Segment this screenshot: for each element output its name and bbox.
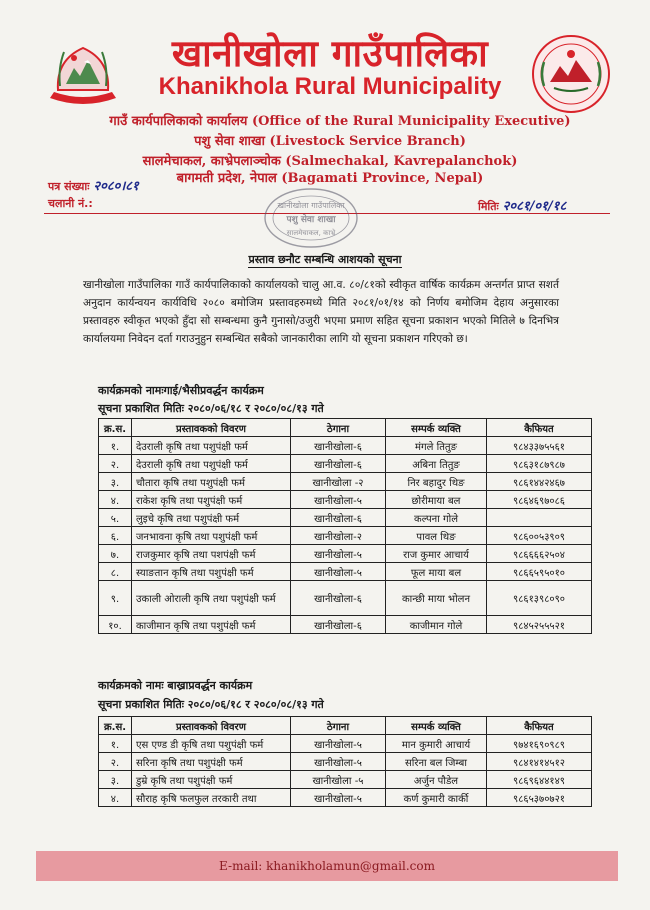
- footer-email: E-mail: khanikholamun@gmail.com: [219, 859, 435, 873]
- table-row: ४. राकेश कृषि तथा पशुपंक्षी फर्म खानीखोला-५ छोरीमाया बल ९८६४६९७०८६: [99, 491, 592, 509]
- reference-number-value: २०८०।८१: [93, 179, 139, 194]
- footer-email-bar: [36, 851, 618, 881]
- municipality-logo-icon: [530, 32, 612, 116]
- table-row: १. देउराली कृषि तथा पशुपंक्षी फर्म खानीखोला-६ मंगले तितुङ ९८४३३७५५६१: [99, 437, 592, 455]
- table-row: ७. राजकुमार कृषि तथा पशपंक्षी फर्म खानीखोला-५ राज कुमार आचार्य ९८६६६६२५०४: [99, 545, 592, 563]
- office-seal-stamp: [262, 186, 360, 250]
- table-row: ५. लुइचे कृषि तथा पशुपंक्षी फर्म खानीखोला-६ कल्पना गोले: [99, 509, 592, 527]
- notice-body: खानीखोला गाउँपालिका गाउँ कार्यपालिकाको कार्यालयको चालु आ.व. ८०/८१को स्वीकृत वार्षिक कार्यक्रम अन्तर्गत प्राप्त सशर्त अनुदान कार्यन्वयन कार्यविधि २०८० बमोजिम प्रस्तावहरुमध्ये मिति २०८१/०१/१४ को निर्णय बमोजिम देहाय अनुसारका प्रस्तावहरु स्वीकृत भएको हुँदा सो सम्बन्धमा कुनै गुनासो/उजुरी भएमा प्रमाण सहित सूचना प्रकाशन भएको मितिले ७ दिनभित्र कार्यालयमा निवेदन दर्ता गराउनुहुन सम्बन्धित सबैको जानकारीका लागि यो सूचना प्रकाशन गरिएको छ।: [83, 279, 559, 345]
- header-contact: सम्पर्क व्यक्ति: [386, 717, 487, 735]
- dispatch-number-label: चलानी नं.:: [48, 197, 93, 210]
- branch-name: पशु सेवा शाखा (Livestock Service Branch): [194, 134, 466, 149]
- seal-line-1: खानीखोला गाउँपालिका: [277, 201, 345, 210]
- table-row: २. सरिना कृषि तथा पशुपंक्षी फर्म खानीखोला-५ सरिना बल जिम्बा ९८४१४१४५१२: [99, 753, 592, 771]
- program-1-table: [98, 418, 592, 634]
- header-proposer: प्रस्तावकको विवरण: [132, 717, 291, 735]
- header-sn: क्र.स.: [99, 419, 132, 437]
- municipality-name-english: Khanikhola Rural Municipality: [158, 73, 502, 100]
- nepal-emblem-icon: [44, 40, 122, 110]
- program-1-date: सूचना प्रकाशित मितिः २०८०/०६/१८ र २०८०/०८/१३ गते: [98, 402, 324, 415]
- header-remarks: कैफियत: [487, 419, 592, 437]
- header-proposer: प्रस्तावकको विवरण: [132, 419, 291, 437]
- table-row: ३. चौतारा कृषि तथा पशुपंक्षी फर्म खानीखोला -२ निर बहादुर थिङ ९८६१४४२४६७: [99, 473, 592, 491]
- program-1-title: कार्यक्रमको नामःगाई/भैसीप्रवर्द्धन कार्यक्रम: [98, 384, 264, 397]
- notice-title: प्रस्ताव छनौट सम्बन्धि आशयको सूचना: [248, 253, 402, 266]
- table-row: २. देउराली कृषि तथा पशुपंक्षी फर्म खानीखोला-६ अबिना तितुङ ९८६३१८७९८७: [99, 455, 592, 473]
- letter-date-label: मितिः: [478, 200, 499, 213]
- table-row: ६. जनभावना कृषि तथा पशुपंक्षी फर्म खानीखोला-२ पावल थिङ ९८६००५३९०९: [99, 527, 592, 545]
- table-row: १. एस एण्ड डी कृषि तथा पशुपंक्षी फर्म खानीखोला-५ मान कुमारी आचार्य ९७४१६९०९८९: [99, 735, 592, 753]
- address-line-1: सालमेचाकल, काभ्रेपलाञ्चोक (Salmechakal, Kavrepalanchok): [142, 154, 518, 169]
- address-line-2: बागमती प्रदेश, नेपाल (Bagamati Province, Nepal): [176, 171, 484, 186]
- header-sn: क्र.स.: [99, 717, 132, 735]
- reference-number-label: पत्र संख्याः: [48, 180, 90, 193]
- reference-number: [48, 176, 139, 194]
- dispatch-number: [48, 196, 93, 211]
- table-header-row: [99, 717, 592, 735]
- seal-line-2: पशु सेवा शाखा: [286, 215, 336, 225]
- program-2-title: कार्यक्रमको नामः बाख्राप्रवर्द्धन कार्यक्रम: [98, 679, 253, 692]
- table-row: ९. उकाली ओराली कृषि तथा पशुपंक्षी फर्म खानीखोला-६ कान्छी माया भोलन ९८६१३९८०९०: [99, 581, 592, 616]
- table-row: १०. काजीमान कृषि तथा पशुपंक्षी फर्म खानीखोला-६ काजीमान गोले ९८४५२५५५२१: [99, 616, 592, 634]
- letter-date-value: २०८१/०१/१८: [502, 199, 567, 214]
- header-remarks: कैफियत: [487, 717, 592, 735]
- letter-date: [478, 196, 566, 214]
- header-contact: सम्पर्क व्यक्ति: [386, 419, 487, 437]
- seal-line-3: सालमेचाकल, काभ्रे: [286, 229, 336, 237]
- program-2-date: सूचना प्रकाशित मितिः २०८०/०६/१८ र २०८०/०८/१३ गते: [98, 698, 324, 711]
- program-2-table: [98, 716, 592, 807]
- municipality-name-nepali: खानीखोला गाउँपालिका: [171, 32, 489, 75]
- table-row: ३. डुम्रे कृषि तथा पशुपंक्षी फर्म खानीखोला -५ अर्जुन पौडेल ९८६९६४४१४९: [99, 771, 592, 789]
- header-address: ठेगाना: [291, 717, 386, 735]
- table-row: ४. सौराह कृषि फलफुल तरकारी तथा खानीखोला-५ कर्ण कुमारी कार्की ९८६५३७०७२१: [99, 789, 592, 807]
- header-address: ठेगाना: [291, 419, 386, 437]
- office-name: गाउँ कार्यपालिकाको कार्यालय (Office of the Rural Municipality Executive): [109, 114, 571, 129]
- table-row: ८. स्याङतान कृषि तथा पशुपंक्षी फर्म खानीखोला-५ फूल माया बल ९८६६५९५०१०: [99, 563, 592, 581]
- table-header-row: [99, 419, 592, 437]
